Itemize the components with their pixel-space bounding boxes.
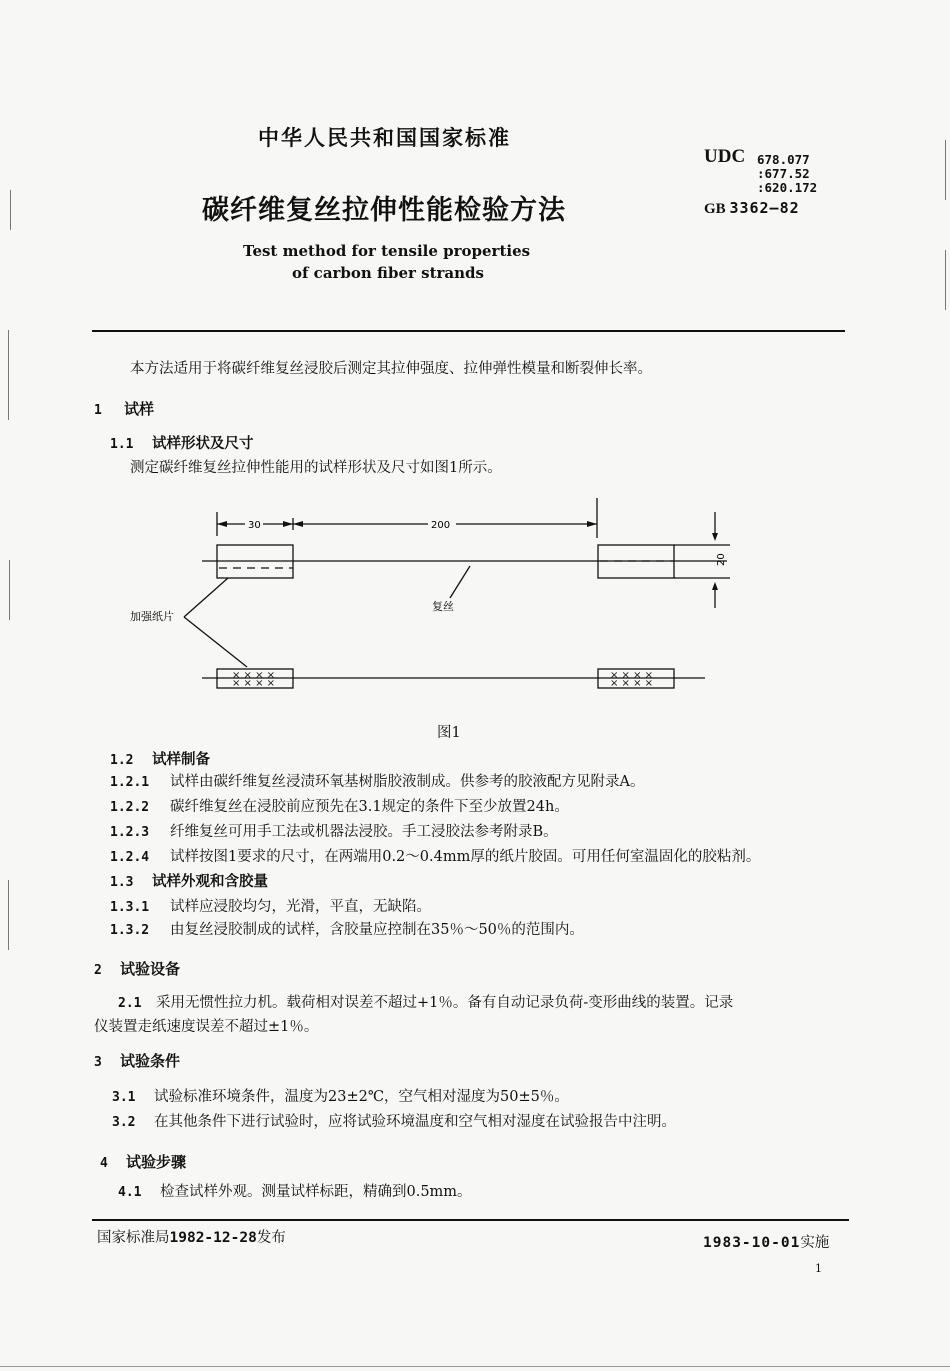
section-4-1: 4.1 检查试样外观。测量试样标距，精确到0.5mm。 (118, 1184, 472, 1200)
section-1-2-heading: 1.2 试样制备 (110, 751, 210, 768)
figure-caption: 图1 (437, 725, 461, 741)
section-1-2-3: 1.2.3 纤维复丝可用手工法或机器法浸胶。手工浸胶法参考附录B。 (110, 824, 558, 840)
document-title: 碳纤维复丝拉伸性能检验方法 (202, 195, 566, 226)
section-1-2-4: 1.2.4 试样按图1要求的尺寸，在两端用0.2～0.4mm厚的纸片胶固。可用任何室温固化的胶粘剂。 (110, 849, 761, 865)
section-1-heading: 1 试样 (94, 400, 155, 418)
leader-paper-bottom (184, 617, 247, 667)
svg-text:× × × ×: × × × × (232, 670, 276, 681)
english-title-line1: Test method for tensile properties (243, 242, 531, 260)
dim-200-label: 200 (431, 520, 451, 531)
section-1-1-heading: 1.1 试样形状及尺寸 (110, 435, 254, 452)
udc-code-2: :677.52 (757, 166, 810, 181)
leader-paper-top (184, 578, 228, 617)
footer-rule (92, 1219, 849, 1221)
english-title-line2: of carbon fiber strands (292, 264, 484, 282)
section-3-2: 3.2 在其他条件下进行试验时，应将试验环境温度和空气相对湿度在试验报告中注明。 (112, 1114, 676, 1130)
section-1-3-heading: 1.3 试样外观和含胶量 (110, 873, 268, 890)
effective-date: 1983-10-01实施 (703, 1235, 830, 1251)
paper-tab-label: 加强纸片 (130, 610, 174, 623)
section-2-1-line2: 仪装置走纸速度误差不超过±1％。 (94, 1019, 319, 1035)
svg-text:× × × ×: × × × × (232, 678, 276, 689)
udc-label: UDC (704, 146, 746, 167)
figure-1 (120, 490, 740, 700)
page-number: 1 (815, 1262, 822, 1275)
section-1-3-2: 1.3.2 由复丝浸胶制成的试样，含胶量应控制在35％～50％的范围内。 (110, 922, 584, 938)
leader-strand (450, 566, 470, 598)
section-1-2-2: 1.2.2 碳纤维复丝在浸胶前应预先在3.1规定的条件下至少放置24h。 (110, 799, 569, 815)
strand-label: 复丝 (432, 600, 454, 613)
section-4-heading: 4 试验步骤 (100, 1153, 187, 1171)
svg-text:× × × ×: × × × × (610, 670, 654, 681)
dim-20-label: 20 (716, 553, 727, 566)
section-3-heading: 3 试验条件 (94, 1052, 181, 1070)
section-2-1-line1: 2.1 采用无惯性拉力机。载荷相对误差不超过+1％。备有自动记录负荷-变形曲线的装置。记录 (118, 995, 734, 1011)
standard-type: 中华人民共和国国家标准 (258, 125, 511, 150)
section-2-heading: 2 试验设备 (94, 960, 181, 978)
header-rule (92, 330, 845, 332)
issued-by: 国家标准局1982-12-28发布 (97, 1230, 286, 1246)
section-1-3-1: 1.3.1 试样应浸胶均匀，光滑，平直，无缺陷。 (110, 899, 431, 915)
udc-code-1: 678.077 (757, 152, 810, 167)
svg-text:× × × ×: × × × × (610, 678, 654, 689)
section-1-2-1: 1.2.1 试样由碳纤维复丝浸渍环氧基树脂胶液制成。供参考的胶液配方见附录A。 (110, 774, 645, 790)
intro-text: 本方法适用于将碳纤维复丝浸胶后测定其拉伸强度、拉伸弹性模量和断裂伸长率。 (130, 361, 652, 377)
gb-number: GB 3362—82 (704, 199, 800, 217)
section-3-1: 3.1 试验标准环境条件，温度为23±2℃，空气相对湿度为50±5％。 (112, 1089, 569, 1105)
dim-30-label: 30 (248, 520, 261, 531)
udc-code-3: :620.172 (757, 180, 818, 195)
section-1-1-text: 测定碳纤维复丝拉伸性能用的试样形状及尺寸如图1所示。 (130, 460, 502, 476)
